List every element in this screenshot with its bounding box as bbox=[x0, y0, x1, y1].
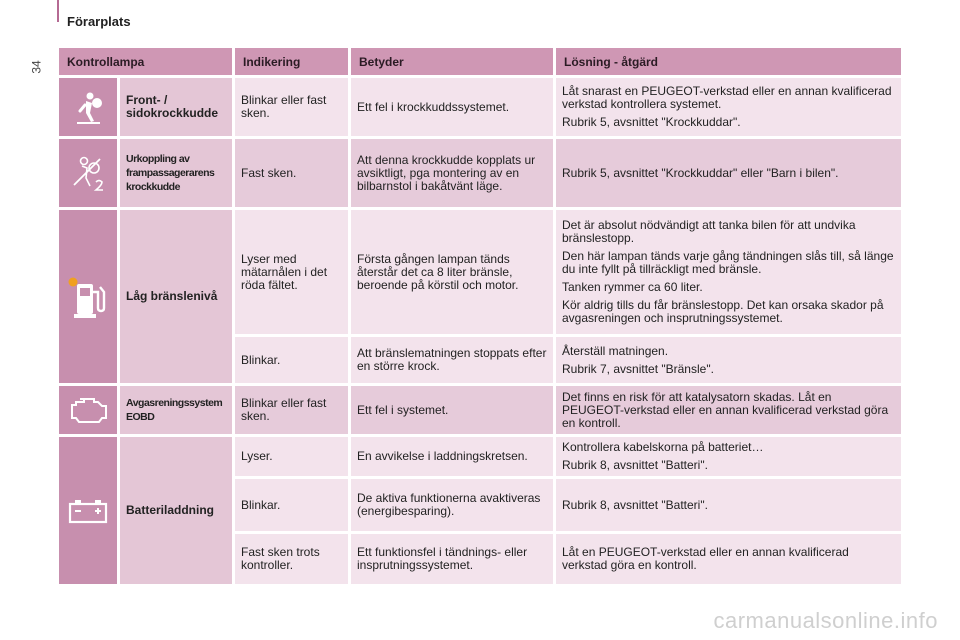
watermark: carmanualsonline.info bbox=[713, 608, 938, 633]
column-header: Betyder bbox=[351, 48, 553, 75]
solution-text: Det är absolut nödvändigt att tanka bilen för att undvika bränslestopp. bbox=[562, 218, 856, 245]
solution-text: Det finns en risk för att katalysatorn skadas. Låt en PEUGEOT-verkstad eller en annan kvalificerad verkstad göra en kontroll. bbox=[562, 389, 889, 430]
indication-cell: Fast sken. bbox=[235, 139, 348, 207]
meaning-cell: Första gången lampan tänds återstår det ca 8 liter bränsle, beroende på körstil och motor. bbox=[351, 210, 553, 334]
solution-text: Kontrollera kabelskorna på batteriet… bbox=[562, 440, 764, 454]
indication-cell: Lyser med mätarnålen i det röda fältet. bbox=[235, 210, 348, 334]
table-row bbox=[59, 210, 901, 334]
solution-text: Den här lampan tänds varje gång tändningen slås till, så länge du inte fyllt på tillräckligt med bränsle. bbox=[562, 249, 894, 276]
indication-cell: Lyser. bbox=[235, 437, 348, 476]
solution-cell bbox=[556, 210, 901, 334]
solution-cell bbox=[556, 78, 901, 136]
meaning-cell: Att bränslematningen stoppats efter en större krock. bbox=[351, 337, 553, 383]
battery-icon bbox=[59, 437, 117, 584]
solution-text: Låt snarast en PEUGEOT-verkstad eller en annan kvalificerad verkstad kontrollera systemet. bbox=[562, 84, 892, 111]
solution-text: Rubrik 8, avsnittet "Batteri". bbox=[562, 497, 708, 512]
lamp-label: Avgasreningssystem EOBD bbox=[120, 386, 232, 434]
meaning-cell: Att denna krockkudde kopplats ur avsiktligt, pga montering av en bilbarnstol i bakåtvänt läge. bbox=[351, 139, 553, 207]
meaning-cell: Ett funktionsfel i tändnings- eller insprutningssystemet. bbox=[351, 534, 553, 584]
section-title: Förarplats bbox=[67, 14, 131, 29]
indication-cell: Blinkar. bbox=[235, 337, 348, 383]
indication-cell: Blinkar eller fast sken. bbox=[235, 78, 348, 136]
meaning-cell: Ett fel i krockkuddssystemet. bbox=[351, 78, 553, 136]
solution-cell bbox=[556, 479, 901, 531]
solution-text: Låt en PEUGEOT-verkstad eller en annan kvalificerad verkstad göra en kontroll. bbox=[562, 545, 849, 572]
solution-text: Rubrik 5, avsnittet "Krockkuddar" eller "Barn i bilen". bbox=[562, 165, 839, 180]
airbag-icon bbox=[59, 78, 117, 136]
meaning-cell: Ett fel i systemet. bbox=[351, 386, 553, 434]
indication-cell: Blinkar. bbox=[235, 479, 348, 531]
solution-cell bbox=[556, 534, 901, 584]
solution-text: Rubrik 8, avsnittet "Batteri". bbox=[562, 458, 708, 472]
passenger-airbag-off-icon bbox=[59, 139, 117, 207]
table-header-row bbox=[59, 48, 901, 75]
solution-text: Återställ matningen. bbox=[562, 343, 669, 358]
warning-lamp-table bbox=[56, 45, 904, 587]
table-row bbox=[59, 437, 901, 476]
lamp-label: Urkoppling av frampassagerarens krockkudde bbox=[120, 139, 232, 207]
solution-cell bbox=[556, 386, 901, 434]
solution-text: Rubrik 7, avsnittet "Bränsle". bbox=[562, 361, 714, 376]
engine-icon bbox=[59, 386, 117, 434]
lamp-label: Front- / sidokrockkudde bbox=[120, 78, 232, 136]
table-row bbox=[59, 78, 901, 136]
solution-text: Rubrik 5, avsnittet "Krockkuddar". bbox=[562, 115, 741, 129]
column-header: Lösning - åtgärd bbox=[556, 48, 901, 75]
meaning-cell: De aktiva funktionerna avaktiveras (energibesparing). bbox=[351, 479, 553, 531]
solution-text: Tanken rymmer ca 60 liter. bbox=[562, 280, 703, 294]
column-header: Indikering bbox=[235, 48, 348, 75]
fuel-pump-icon bbox=[59, 210, 117, 383]
solution-cell bbox=[556, 139, 901, 207]
solution-cell bbox=[556, 437, 901, 476]
column-header: Kontrollampa bbox=[59, 48, 232, 75]
indication-cell: Blinkar eller fast sken. bbox=[235, 386, 348, 434]
solution-cell bbox=[556, 337, 901, 383]
page-number: 34 bbox=[29, 60, 44, 74]
meaning-cell: En avvikelse i laddningskretsen. bbox=[351, 437, 553, 476]
lamp-label: Låg bränslenivå bbox=[120, 210, 232, 383]
indication-cell: Fast sken trots kontroller. bbox=[235, 534, 348, 584]
table-row bbox=[59, 139, 901, 207]
table-row bbox=[59, 386, 901, 434]
solution-text: Kör aldrig tills du får bränslestopp. Det kan orsaka skador på avgasreningen och insprutningssystemet. bbox=[562, 298, 884, 325]
lamp-label: Batteriladdning bbox=[120, 437, 232, 584]
side-rule bbox=[57, 0, 59, 22]
